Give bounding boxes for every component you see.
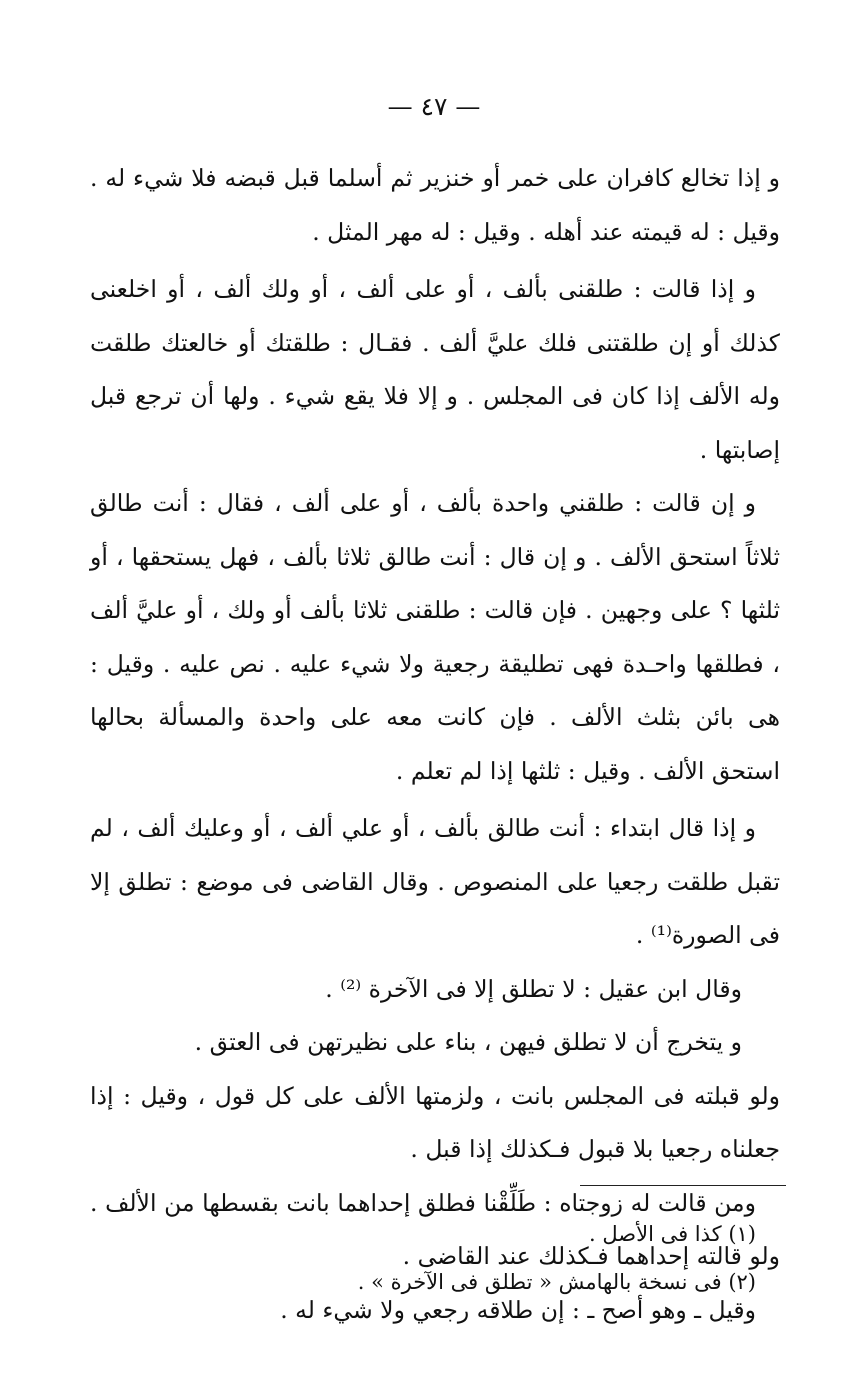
paragraph-takhrij: و يتخرج أن لا تطلق فيهن ، بناء على نظيرتهن فى العتق .: [194, 1028, 742, 1056]
page-number: — ٤٧ —: [387, 92, 481, 121]
paragraph-acceptance-in-session: ولو قبلته فى المجلس بانت ، ولزمتها الألف على كل قول ، وقيل : إذا جعلناه رجعيا بلا قبول فـكذلك إذا قبل .: [90, 1081, 780, 1163]
paragraph-divorce-for-thousand: و إذا قالت : طلقنى بألف ، أو على ألف ، أو ولك ألف ، أو اخلعنى كذلك أو إن طلقتنى فلك عليَّ ألف . فقـال : طلقتك أو خالعتك طلقت وله الألف إذا كان فى المجلس . و إلا فلا يقع شيء . ولها أن ترجع قبل إصابتها .: [90, 275, 780, 464]
main-text: [90, 152, 780, 1337]
paragraph-two-wives: ومن قالت له زوجتاه : طَلِّقْنا فطلق إحداهما بانت بقسطها من الألف . ولو قالته إحداهما فـكذلك عند القاضى .: [90, 1188, 780, 1270]
paragraph-most-correct-view: وقيل ـ وهو أصح ـ : إن طلاقه رجعي ولا شيء له .: [280, 1295, 756, 1324]
paragraph-ibn-aqil: وقال ابن عقيل : لا تطلق إلا فى الآخرة ⁽²⁾ .: [325, 974, 742, 1003]
footnote-separator: [580, 1185, 786, 1186]
footnotes: [116, 1210, 756, 1306]
paragraph-initial-statement: و إذا قال ابتداء : أنت طالق بألف ، أو علي ألف ، أو وعليك ألف ، لم تقبل طلقت رجعيا على المنصوص . وقال القاضى فى موضع : تطلق إلا فى الصورة⁽¹⁾ .: [90, 814, 780, 949]
paragraph-khul-disbelievers: و إذا تخالع كافران على خمر أو خنزير ثم أسلما قبل قبضه فلا شيء له . وقيل : له قيمته عند أهله . وقيل : له مهر المثل .: [90, 164, 780, 246]
footnote-2: (٢) فى نسخة بالهامش « تطلق فى الآخرة » .: [357, 1270, 756, 1294]
footnote-1: (١) كذا فى الأصل .: [589, 1222, 756, 1246]
paragraph-divorce-once-or-thrice: و إن قالت : طلقني واحدة بألف ، أو على ألف ، فقال : أنت طالق ثلاثاً استحق الألف . و إن قال : أنت طالق ثلاثا بألف ، فهل يستحقها ، أو ثلثها ؟ على وجهين . فإن قالت : طلقنى ثلاثا بألف أو ولك ، أو عليَّ ألف ، فطلقها واحـدة فهى تطليقة رجعية ولا شيء عليه . نص عليه . وقيل : هى بائن بثلث الألف . فإن كانت معه على واحدة والمسألة بحالها استحق الألف . وقيل : ثلثها إذا لم تعلم .: [90, 489, 780, 785]
